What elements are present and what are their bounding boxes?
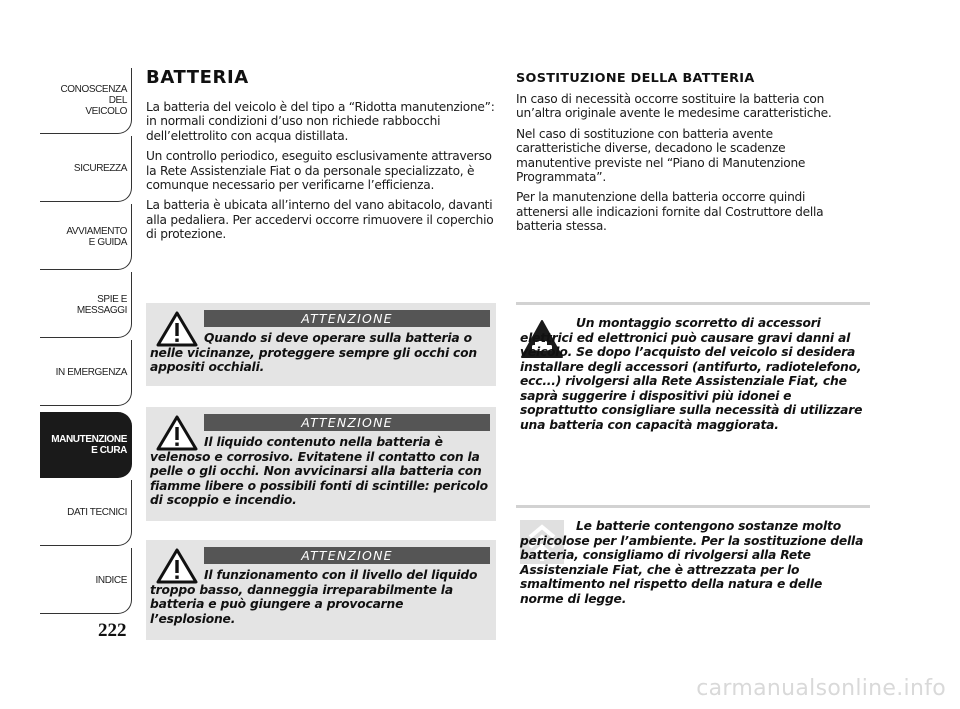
tab-conoscenza-del-veicolo[interactable] xyxy=(40,68,132,134)
warning-label: ATTENZIONE xyxy=(204,547,490,564)
warning-text: Quando si deve operare sulla batteria o nelle vicinanze, proteggere sempre gli occhi con appositi occhiali. xyxy=(150,331,477,374)
tab-avviamento-e-guida[interactable] xyxy=(40,204,132,270)
tab-label: IN EMERGENZA xyxy=(55,367,127,378)
battery-replacement-section xyxy=(516,71,858,240)
tab-in-emergenza[interactable] xyxy=(40,340,132,406)
tab-manutenzione-e-cura[interactable] xyxy=(40,412,132,478)
warning-box xyxy=(146,303,496,386)
note-box xyxy=(516,302,870,462)
tab-label: DATI TECNICI xyxy=(67,507,127,518)
warning-box xyxy=(146,540,496,640)
tab-label: CONOSCENZA DEL VEICOLO xyxy=(60,84,127,117)
tab-label: INDICE xyxy=(95,575,127,586)
watermark: carmanualsonline.info xyxy=(696,676,946,701)
warning-text: Il liquido contenuto nella batteria è velenoso e corrosivo. Evitatene il contatto con la pelle o gli occhi. Non avvicinarsi alla batteria con fiamme libere o possibili fonti di scintille: pericolo di scoppio e incendio. xyxy=(150,435,488,507)
tab-label: SPIE E MESSAGGI xyxy=(76,293,127,316)
tab-indice[interactable] xyxy=(40,548,132,614)
tab-label: AVVIAMENTO E GUIDA xyxy=(66,225,127,248)
subsection-title: SOSTITUZIONE DELLA BATTERIA xyxy=(516,71,755,86)
warning-label: ATTENZIONE xyxy=(204,310,490,327)
page-number: 222 xyxy=(98,620,127,641)
note-text: Le batterie contengono sostanze molto pericolose per l’ambiente. Per la sostituzione della batteria, consigliamo di rivolgersi alla Rete Assistenziale Fiat, che è attrezzata per lo smaltimento nel rispetto della natura e delle norme di legge. xyxy=(520,519,864,606)
tab-spie-e-messaggi[interactable] xyxy=(40,272,132,338)
paragraph: La batteria del veicolo è del tipo a “Ridotta manutenzione”: in normali condizioni d’uso non richiede rabbocchi dell’elettrolito con acqua distillata. xyxy=(146,100,495,143)
note-box xyxy=(516,505,870,615)
paragraph: Nel caso di sostituzione con batteria avente caratteristiche diverse, decadono le scadenze manutentive previste nel “Piano di Manutenzione Programmata”. xyxy=(516,126,806,185)
paragraph: La batteria è ubicata all’interno del vano abitacolo, davanti alla pedaliera. Per accedervi occorre rimuovere il coperchio di protezione. xyxy=(146,198,494,242)
warning-text: Il funzionamento con il livello del liquido troppo basso, danneggia irreparabilmente la batteria e può giungere a provocarne l’esplosione. xyxy=(150,568,478,626)
warning-box xyxy=(146,407,496,521)
paragraph: In caso di necessità occorre sostituire la batteria con un’altra originale avente le medesime caratteristiche. xyxy=(516,92,832,121)
tab-sicurezza[interactable] xyxy=(40,136,132,202)
tab-label: SICUREZZA xyxy=(73,163,127,174)
battery-section xyxy=(146,67,496,248)
tab-label: MANUTENZIONE E CURA xyxy=(51,433,127,456)
tab-dati-tecnici[interactable] xyxy=(40,480,132,546)
note-text: Un montaggio scorretto di accessori elettrici ed elettronici può causare gravi danni al veicolo. Se dopo l’acquisto del veicolo si desidera installare degli accessori (antifurto, radiotelefono, ecc...) rivolgersi alla Rete Assistenziale Fiat, che saprà suggerire i dispositivi più idonei e soprattutto consigliare sulla necessità di utilizzare una batteria con capacità maggiorata. xyxy=(520,316,863,432)
warning-label: ATTENZIONE xyxy=(204,414,490,431)
section-title: BATTERIA xyxy=(146,67,249,88)
paragraph: Per la manutenzione della batteria occorre quindi attenersi alle indicazioni fornite dal Costruttore della batteria stessa. xyxy=(516,190,824,234)
paragraph: Un controllo periodico, eseguito esclusivamente attraverso la Rete Assistenziale Fiat o da personale specializzato, è comunque necessario per verificarne l’efficienza. xyxy=(146,149,492,193)
